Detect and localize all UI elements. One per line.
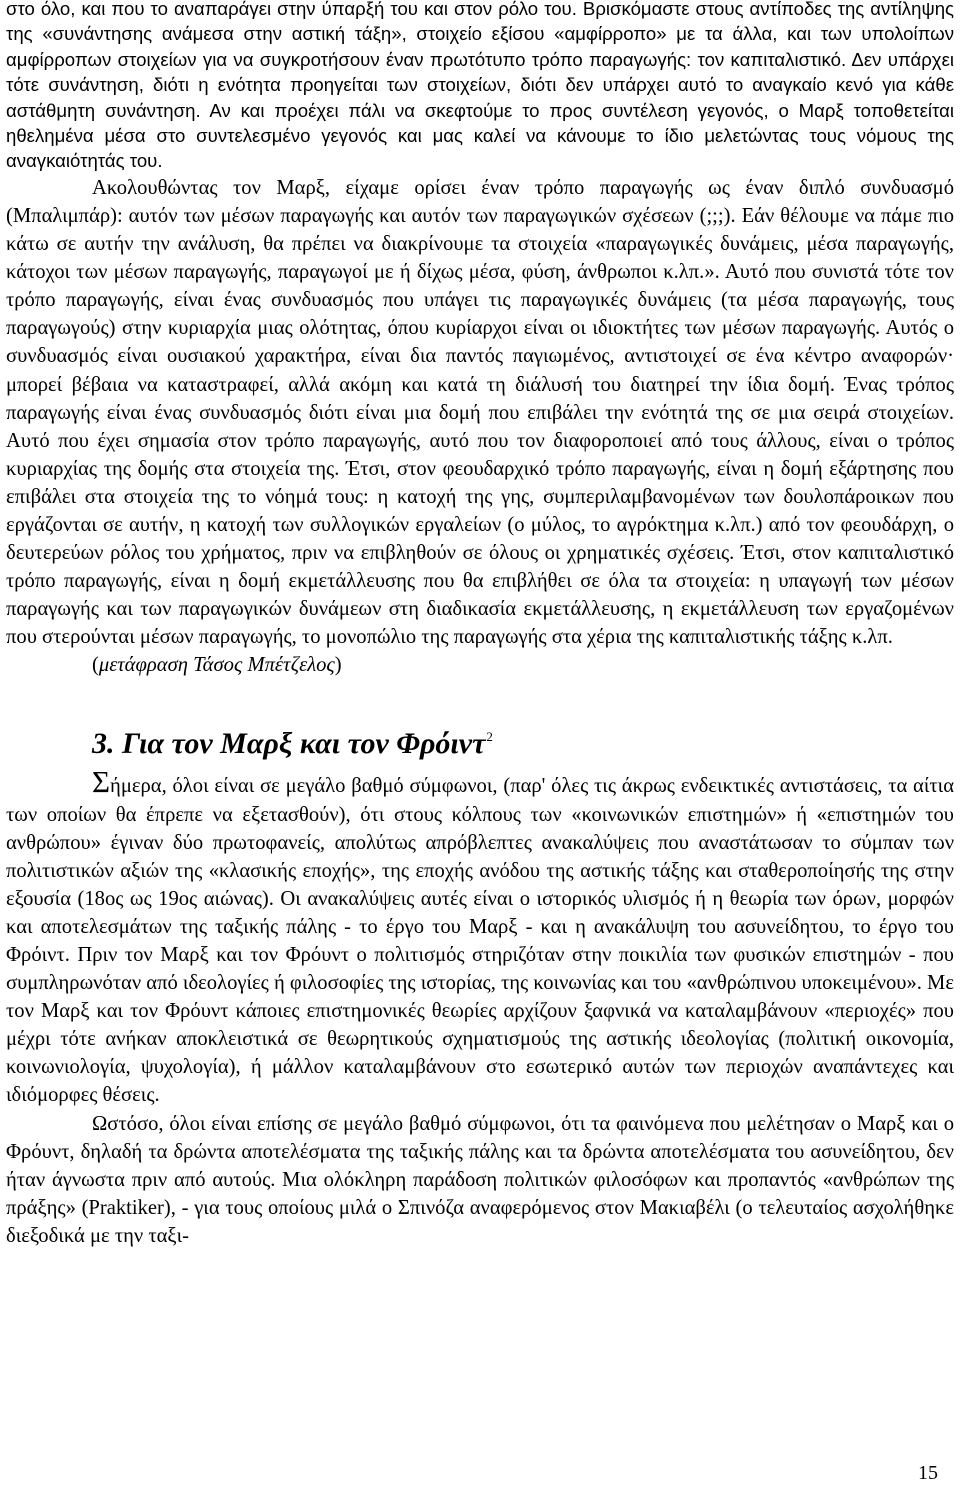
footnote-ref: 2 — [486, 729, 493, 745]
section-paragraph-1 — [6, 764, 954, 1109]
section-title: Για τον Μαρξ και τον Φρόιντ — [122, 727, 486, 761]
section-number: 3. — [92, 727, 115, 761]
translation-credit — [92, 651, 954, 679]
credit-open-paren: ( — [92, 654, 99, 677]
section-paragraph-2: Ωστόσο, όλοι είναι επίσης σε μεγάλο βαθμό σύμφωνοι, ότι τα φαινόμενα που μελέτησαν ο Μαρξ και ο Φρόυντ, δηλαδή τα δρώντα αποτελέσματα της ταξικής πάλης και τα δρώντα αποτελέσματα του ασυνείδητου, δεν ήταν άγνωστα πριν από αυτούς. Μια ολόκληρη παράδοση πολιτικών φιλοσόφων και προπαντός «ανθρώπων της πράξης» (Praktiker), - για τους οποίους μιλά ο Σπινόζα αναφερόμενος στον Μακιαβέλι (ο τελευταίος ασχολήθηκε διεξοδικά με την ταξι- — [6, 1112, 954, 1247]
page-body — [6, 0, 954, 1250]
section-paragraph-1-text: ήμερα, όλοι είναι σε μεγάλο βαθμό σύμφωνοι, (παρ' όλες τις άκρως ενδεικτικές αντιστάσεις, τα αίτια των οποίων θα έπρεπε να εξετασθούν), ότι στους κόλπους των «κοινωνικών επιστημών» ή «επιστημών του ανθρώπου» έγιναν δύο πρωτοφανείς, απολύτως απρόβλεπτες ανακαλύψεις που αναστάτωσαν το σύμπαν των πολιτιστικών αξιών της «κλασικής εποχής», της εποχής ανόδου της αστικής τάξης και σταθεροποίησής της στην εξουσία (18ος ως 19ος αιώνας). Οι ανακαλύψεις αυτές είναι ο ιστορικός υλισμός ή η θεωρία των όρων, μορφών και αποτελεσμάτων της ταξικής πάλης - το έργο του Μαρξ - και η ανακάλυψη του ασυνείδητου, το έργο του Φρόιντ. Πριν τον Μαρξ και τον Φρόυντ ο πολιτισμός στηριζόταν στην ποικιλία των φυσικών επιστημών - που συμπληρωνόταν από ιδεολογίες ή φιλοσοφίες της ιστορίας, της κοινωνίας και του «ανθρώπινου υποκειμένου». Με τον Μαρξ και τον Φρόυντ κάποιες επιστημονικές θεωρίες αρχίζουν ξαφνικά να καταλαμβάνουν «περιοχές» που μέχρι τότε ανήκαν αποκλειστικά σε θεωρητικούς σχηματισμούς της αστικής ιδεολογίας (πολιτική οικονομία, κοινωνιολογία, ψυχολογία), ή μάλλον καταλαμβάνουν στο εσωτερικό αυτών των περιοχών αναπάντεχες και ιδιόμορφες θέσεις. — [6, 775, 954, 1107]
section-heading — [92, 719, 954, 762]
drop-cap: Σ — [92, 764, 111, 800]
page-number: 15 — [918, 1462, 938, 1484]
translator-name: μετάφραση Τάσος Μπέτζελος — [98, 654, 335, 677]
intro-paragraph: στο όλο, και που το αναπαράγει στην ύπαρξή του και στον ρόλο του. Βρισκόμαστε στους αντίποδες της αντίληψης της «συνάντησης ανάμεσα στην αστική τάξη», στοιχείο εξίσου «αμφίρροπο» με τα άλλα, και των υπολοίπων αμφίρροπων στοιχείων για να συγκροτήσουν έναν πρωτότυπο τρόπο παραγωγής: τον καπιταλιστικό. Δεν υπάρχει τότε συνάντηση, διότι η ενότητα προηγείται των στοιχείων, διότι δεν υπάρχει αυτό το αναγκαίο κενό για κάθε αστάθμητη συνάντηση. Αν και προέχει πάλι να σκεφτούμε το προς συντέλεση γεγονός, ο Μαρξ τοποθετείται ηθελημένα μέσα στο συντελεσμένο γεγονός και μας καλεί να κάνουμε το ίδιο μελετώντας τους νόμους της αναγκαιότητάς του. — [6, 0, 954, 172]
credit-close-paren: ) — [334, 654, 342, 677]
paragraph-mode-of-production: Ακολουθώντας τον Μαρξ, είχαμε ορίσει έναν τρόπο παραγωγής ως έναν διπλό συνδυασμό (Μπαλιμπάρ): αυτόν των μέσων παραγωγής και αυτόν των παραγωγικών σχέσεων (;;;). Εάν θέλουμε να πάμε πιο κάτω σε αυτήν την ανάλυση, θα πρέπει να διακρίνουμε τα στοιχεία «παραγωγικές δυνάμεις, μέσα παραγωγής, κάτοχοι των μέσων παραγωγής, παραγωγοί με ή δίχως μέσα, φύση, άνθρωποι κ.λπ.». Αυτό που συνιστά τότε τον τρόπο παραγωγής, είναι ένας συνδυασμός που υπάγει τις παραγωγικές δυνάμεις (τα μέσα παραγωγής, τους παραγωγούς) στην κυριαρχία μιας ολότητας, όπου κυρίαρχοι είναι οι ιδιοκτήτες των μέσων παραγωγής. Αυτός ο συνδυασμός είναι ουσιακού χαρακτήρα, είναι δια παντός παγιωμένος, αντιστοιχεί σε ένα κέντρο αναφορών· μπορεί βέβαια να καταστραφεί, αλλά ακόμη και κατά τη διάλυσή του διατηρεί την ίδια δομή. Ένας τρόπος παραγωγής είναι ένας συνδυασμός διότι είναι μια δομή που επιβάλει την ενότητά της σε μια σειρά στοιχείων. Αυτό που έχει σημασία στον τρόπο παραγωγής, αυτό που τον διαφοροποιεί από τους άλλους, είναι ο τρόπος κυριαρχίας της δομής στα στοιχεία της. Έτσι, στον φεουδαρχικό τρόπο παραγωγής, είναι η δομή εξάρτησης που επιβάλει στα στοιχεία της το νόημά τους: η κατοχή της γης, συμπεριλαμβανομένων των δουλοπάροικων που εργάζονται σε αυτήν, η κατοχή των συλλογικών εργαλείων (ο μύλος, το αγρόκτημα κ.λπ.) από τον φεουδάρχη, ο δευτερεύων ρόλος του χρήματος, πριν να επιβληθούν σε όλους οι χρηματικές σχέσεις. Έτσι, στον καπιταλιστικό τρόπο παραγωγής, είναι η δομή εκμετάλλευσης που θα επιβλήθει σε όλα τα στοιχεία: η υπαγωγή των μέσων παραγωγής και των παραγωγικών δυνάμεων στη διαδικασία εκμετάλλευσης, η εκμετάλλευση των εργαζομένων που στερούνται μέσων παραγωγής, το μονοπώλιο της παραγωγής στα χέρια της καπιταλιστικής τάξης κ.λπ. — [6, 176, 954, 649]
